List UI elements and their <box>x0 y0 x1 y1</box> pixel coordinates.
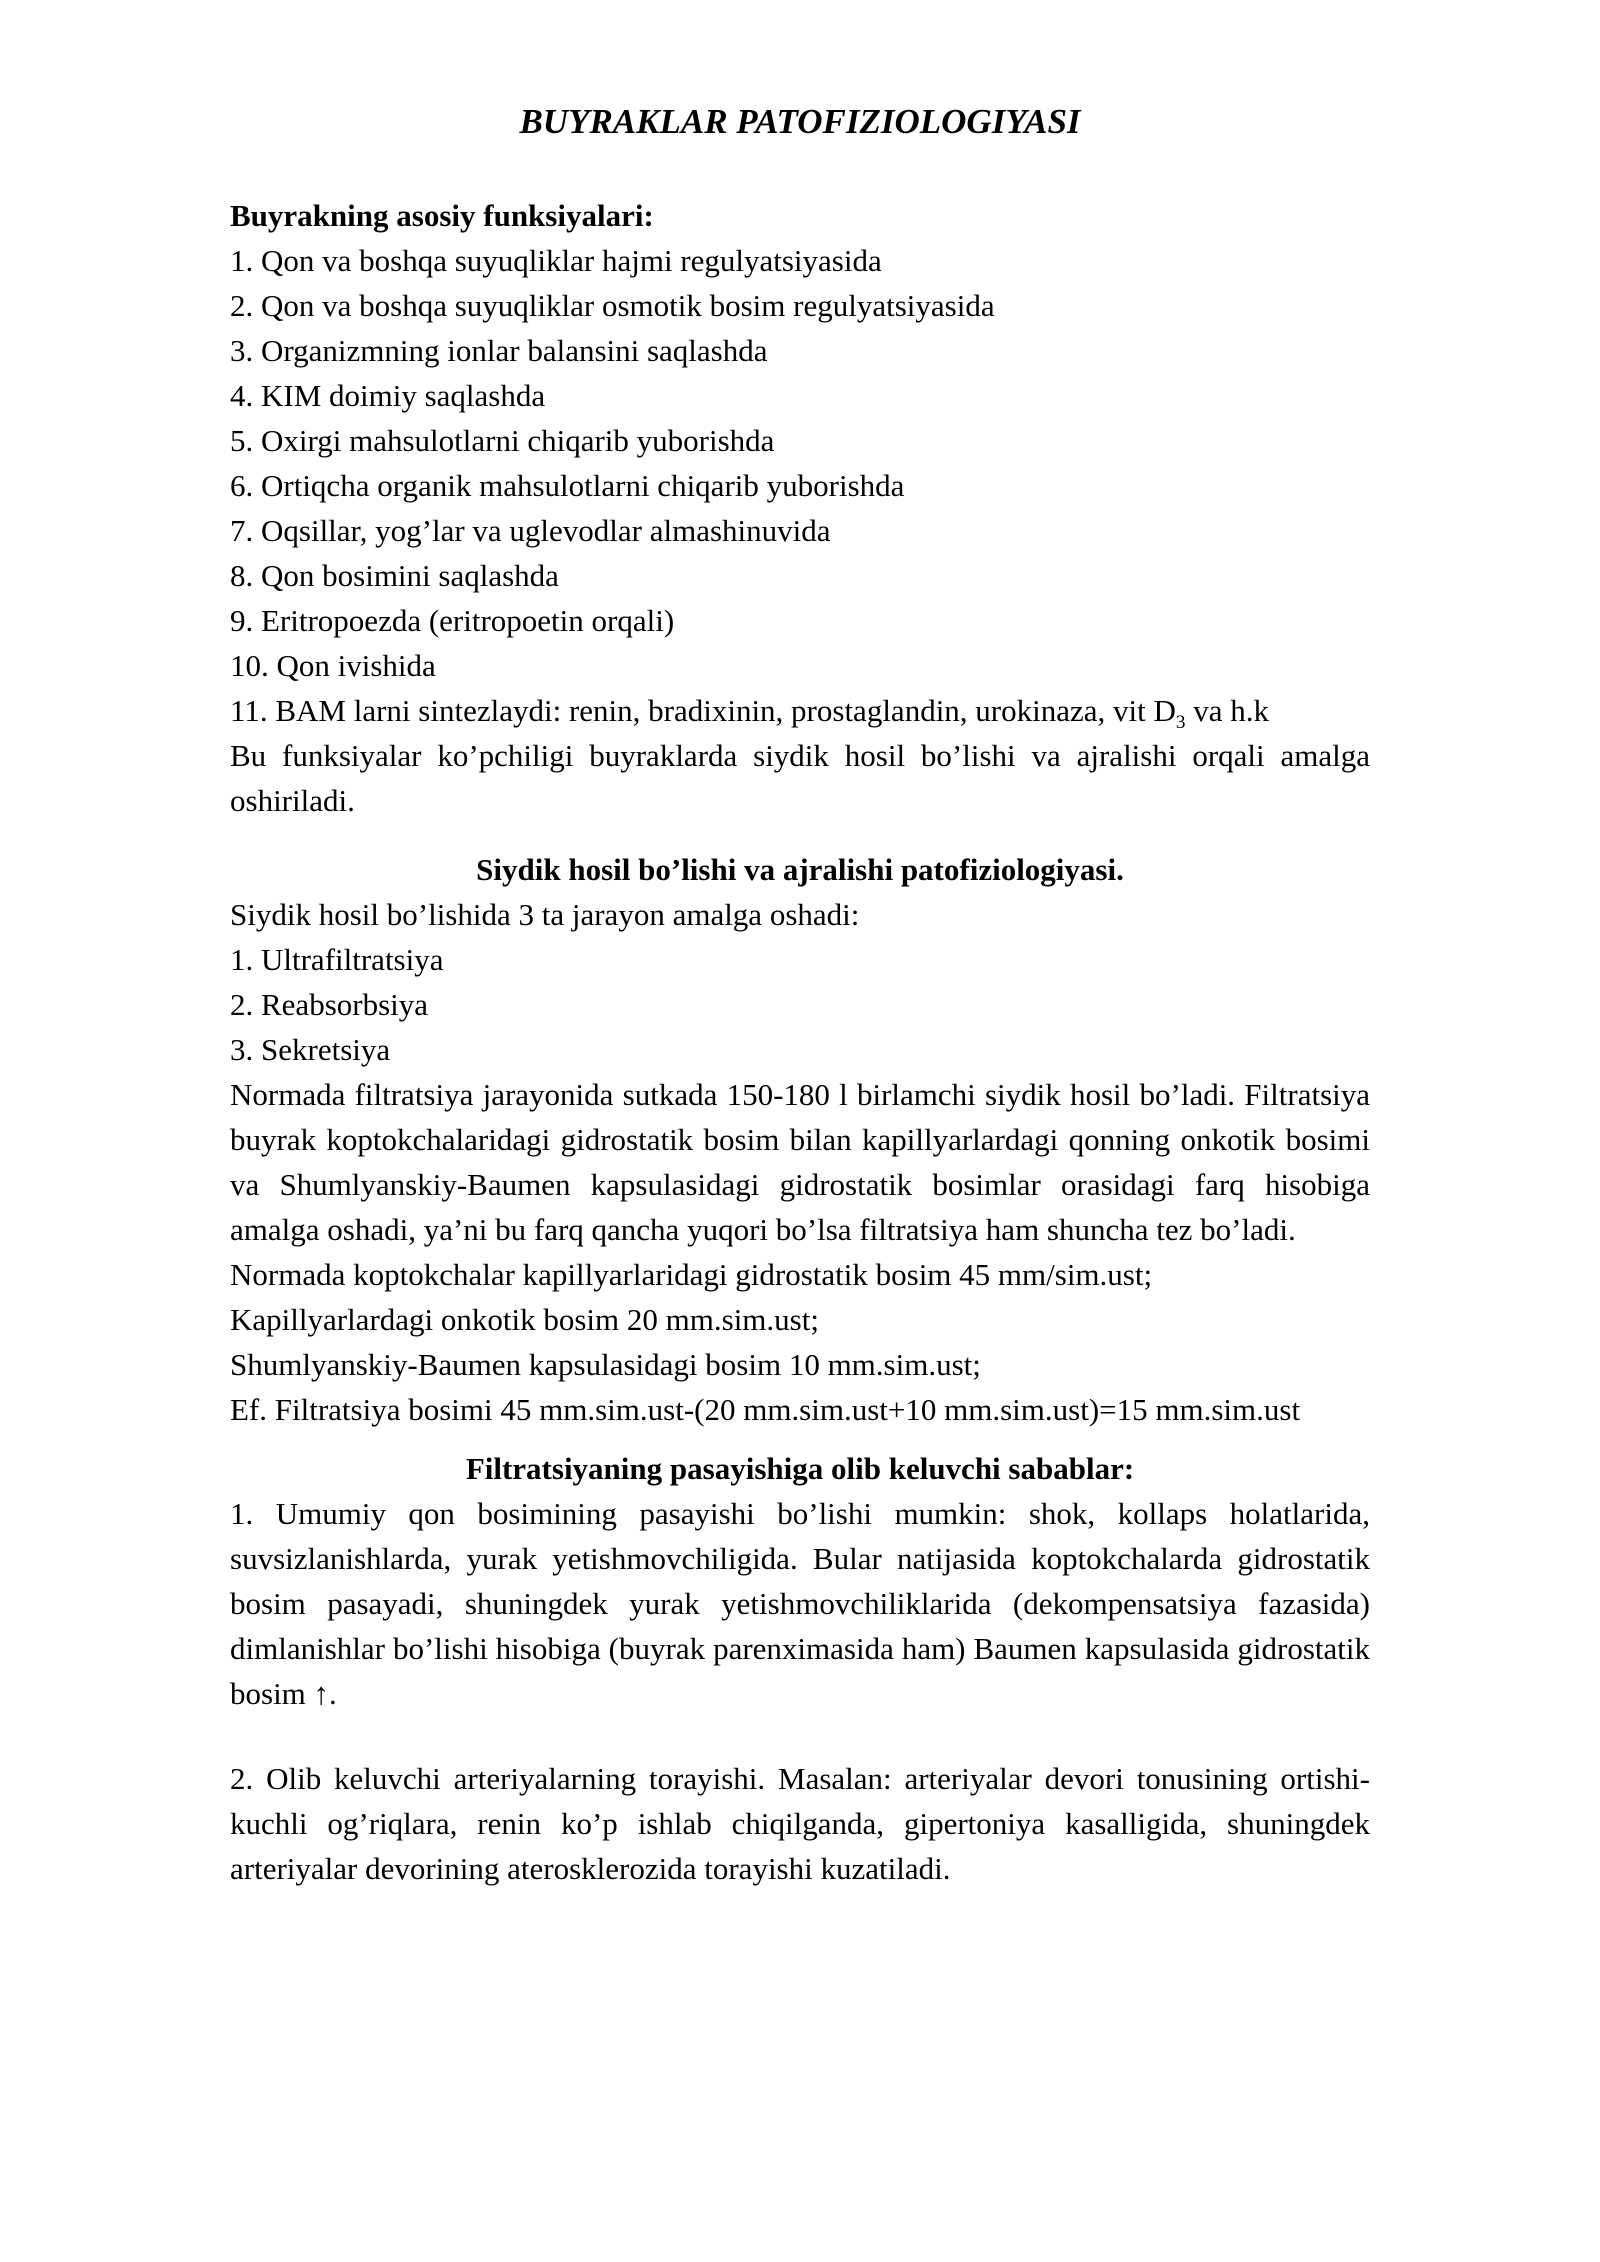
list-item: 2. Reabsorbsiya <box>230 987 429 1022</box>
list-item: 9. Eritropoezda (eritropoetin orqali) <box>230 603 675 638</box>
section3-heading: Filtratsiyaning pasayishiga olib keluvchi sabablar: <box>465 1451 1135 1486</box>
list-item: 7. Oqsillar, yog’lar va uglevodlar almashinuvida <box>230 513 831 548</box>
page-title: BUYRAKLAR PATOFIZIOLOGIYASI <box>519 102 1081 141</box>
text-run: 11. BAM larni sintezlaydi: renin, bradixinin, prostaglandin, urokinaza, vit D <box>230 693 1176 728</box>
list-item: 3. Sekretsiya <box>230 1032 391 1067</box>
list-item: 4. KIM doimiy saqlashda <box>230 378 546 413</box>
list-item-11 <box>230 688 1370 733</box>
list-item: 10. Qon ivishida <box>230 648 436 683</box>
list-item: 5. Oxirgi mahsulotlarni chiqarib yuborishda <box>230 423 775 458</box>
list-item: 1. Qon va boshqa suyuqliklar hajmi regulyatsiyasida <box>230 243 882 278</box>
blank-line <box>230 145 1370 193</box>
pressure-line-hydrostatic: Normada koptokchalar kapillyarlaridagi gidrostatik bosim 45 mm/sim.ust; <box>230 1257 1153 1292</box>
section1-closing: Bu funksiyalar ko’pchiligi buyraklarda siydik hosil bo’lishi va ajralishi orqali amalga oshiriladi. <box>230 738 1370 818</box>
blank-line <box>230 823 1370 847</box>
list-item: 8. Qon bosimini saqlashda <box>230 558 559 593</box>
section2-intro: Siydik hosil bo’lishida 3 ta jarayon amalga oshadi: <box>230 897 860 932</box>
subscript-3: 3 <box>1175 712 1186 734</box>
list-item: 2. Qon va boshqa suyuqliklar osmotik bosim regulyatsiyasida <box>230 288 995 323</box>
section3-paragraph-2: 2. Olib keluvchi arteriyalarning torayishi. Masalan: arteriyalar devori tonusining ortishi-kuchli og’riqlara, renin ko’p ishlab chiqilganda, gipertoniya kasalligida, shuningdek arteriyalar devorining aterosklerozida torayishi kuzatiladi. <box>230 1761 1370 1886</box>
section2-paragraph: Normada filtratsiya jarayonida sutkada 150-180 l birlamchi siydik hosil bo’ladi. Filtratsiya buyrak koptokchalaridagi gidrostatik bosim bilan kapillyarlardagi qonning onkotik bosimi va Shumlyanskiy-Baumen kapsulasidagi gidrostatik bosimlar orasidagi farq hisobiga amalga oshadi, ya’ni bu farq qancha yuqori bo’lsa filtratsiya ham shuncha tez bo’ladi. <box>230 1077 1370 1247</box>
pressure-line-oncotic: Kapillyarlardagi onkotik bosim 20 mm.sim.ust; <box>230 1302 819 1337</box>
list-item: 1. Ultrafiltratsiya <box>230 942 444 977</box>
section1-heading: Buyrakning asosiy funksiyalari: <box>230 198 654 233</box>
list-item: 6. Ortiqcha organik mahsulotlarni chiqarib yuborishda <box>230 468 905 503</box>
blank-line <box>230 1716 1370 1756</box>
list-item: 3. Organizmning ionlar balansini saqlashda <box>230 333 768 368</box>
text-run: va h.k <box>1185 693 1270 728</box>
section2-heading: Siydik hosil bo’lishi va ajralishi patofiziologiyasi. <box>476 852 1124 887</box>
section3-paragraph-1: 1. Umumiy qon bosimining pasayishi bo’lishi mumkin: shok, kollaps holatlarida, suvsizlanishlarda, yurak yetishmovchiligida. Bular natijasida koptokchalarda gidrostatik bosim pasayadi, shuningdek yurak yetishmovchiliklarida (dekompensatsiya fazasida) dimlanishlar bo’lishi hisobiga (buyrak parenximasida ham) Baumen kapsulasida gidrostatik bosim ↑. <box>230 1496 1370 1711</box>
pressure-line-capsule: Shumlyanskiy-Baumen kapsulasidagi bosim 10 mm.sim.ust; <box>230 1347 981 1382</box>
pressure-line-effective: Ef. Filtratsiya bosimi 45 mm.sim.ust-(20 mm.sim.ust+10 mm.sim.ust)=15 mm.sim.ust <box>230 1392 1301 1427</box>
blank-line <box>230 1432 1370 1446</box>
